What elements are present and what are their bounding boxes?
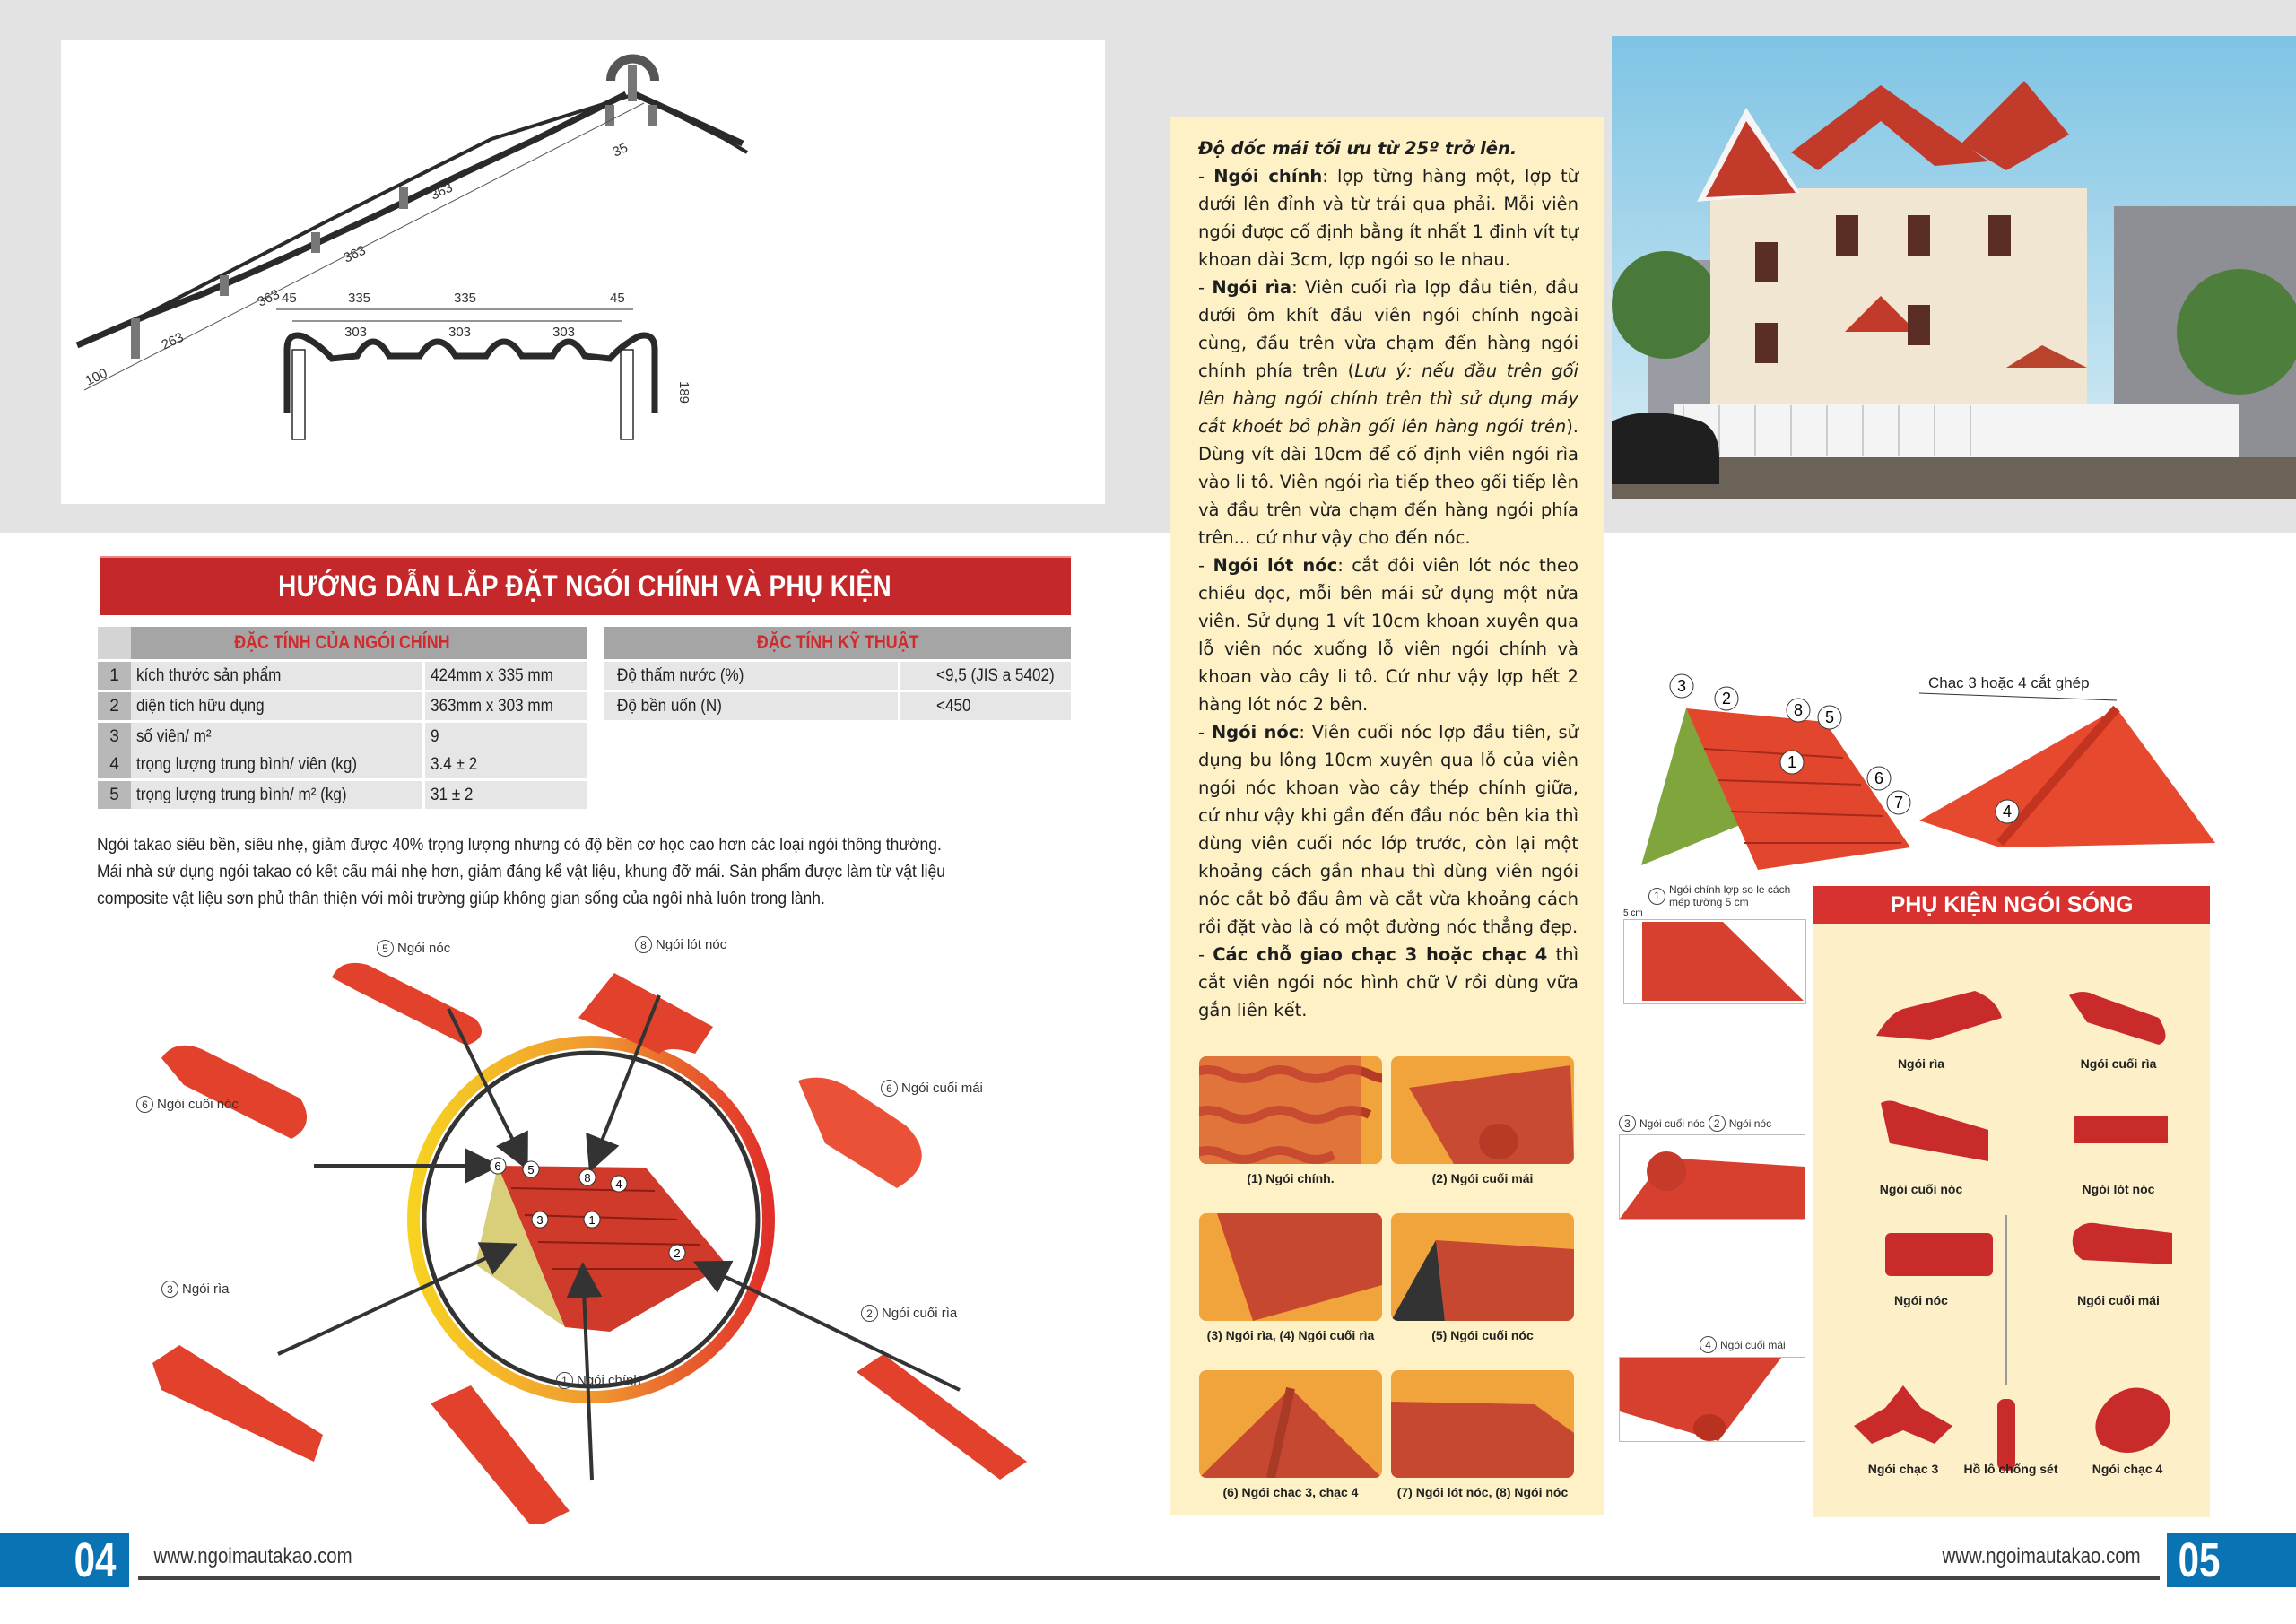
table-row bbox=[98, 723, 587, 751]
svg-text:8: 8 bbox=[1793, 701, 1804, 719]
table-header: ĐẶC TÍNH CỦA NGÓI CHÍNH bbox=[98, 627, 587, 659]
table-row bbox=[98, 751, 587, 778]
accessory-caption: Ngói lót nóc bbox=[2082, 1182, 2155, 1196]
row-label: kích thước sản phẩm bbox=[136, 665, 282, 685]
house-illustration bbox=[1612, 36, 2296, 499]
parts-exploded-diagram bbox=[117, 924, 1112, 1524]
photo-caption: (6) Ngói chạc 3, chạc 4 bbox=[1222, 1485, 1359, 1499]
row-value: 9 bbox=[430, 726, 439, 746]
roof-section-drawing bbox=[61, 40, 1105, 504]
dim-label: 303 bbox=[448, 325, 472, 340]
hip-diagram-label: Chạc 3 hoặc 4 cắt ghép bbox=[1928, 674, 2090, 691]
tech-specs-table bbox=[604, 627, 1071, 720]
svg-text:5: 5 bbox=[1824, 708, 1835, 726]
photo-ngoi-chinh bbox=[1199, 1056, 1382, 1164]
website-link-right[interactable]: www.ngoimautakao.com bbox=[1942, 1544, 2141, 1568]
dim-label: 335 bbox=[348, 291, 371, 306]
roof-marker: 4 bbox=[615, 1177, 622, 1191]
dim-label: 263 bbox=[159, 329, 187, 353]
dim-label: 363 bbox=[341, 242, 369, 266]
row-label: diện tích hữu dụng bbox=[136, 696, 265, 716]
photo-caption: (3) Ngói rìa, (4) Ngói cuối rìa bbox=[1206, 1328, 1375, 1342]
page-number-left: 04 bbox=[0, 1533, 129, 1587]
row-value: 424mm x 335 mm bbox=[430, 665, 553, 685]
row-value: <9,5 (JIS a 5402) bbox=[936, 665, 1055, 685]
roof-assembly-diagrams bbox=[1632, 668, 2278, 874]
roof-marker: 6 bbox=[494, 1159, 501, 1173]
dim-label: 303 bbox=[344, 325, 368, 340]
roof-marker: 3 bbox=[536, 1213, 544, 1227]
roof-marker: 1 bbox=[588, 1213, 596, 1227]
dim-label: 363 bbox=[428, 179, 456, 204]
photo-caption: (7) Ngói lót nóc, (8) Ngói nóc bbox=[1396, 1485, 1569, 1499]
dim-label: 335 bbox=[454, 291, 477, 306]
detail-photo bbox=[1619, 1357, 1805, 1442]
row-label: trọng lượng trung bình/ m² (kg) bbox=[136, 785, 347, 804]
instruction-item: - Ngói rìa: Viên cuối rìa lợp đầu tiên, đầu dưới ôm khít đầu viên ngói chính ngoài cùng, đầu trên vừa chạm đến hàng ngói chính phía trên (Lưu ý: nếu đầu trên gối lên hàng ngói chính trên thì sử dụng máy cắt khoét bỏ phần gối lên hàng ngói trên). Dùng vít dài 10cm để cố định viên ngói rìa vào li tô. Viên ngói rìa tiếp theo gối tiếp lên và đầu trên vừa chạm đến hàng ngói phía trên... cứ như vậy cho đến nóc. bbox=[1198, 277, 1578, 548]
row-label: Độ bền uốn (N) bbox=[617, 696, 722, 716]
photo-ngoi-cuoi-noc bbox=[1391, 1213, 1574, 1321]
part-label-ngoi-lot-noc: 8 Ngói lót nóc bbox=[635, 936, 726, 953]
section-title: HƯỚNG DẪN LẮP ĐẶT NGÓI CHÍNH VÀ PHỤ KIỆN bbox=[278, 569, 892, 604]
row-label: số viên/ m² bbox=[136, 726, 212, 746]
accessory-caption: Ngói nóc bbox=[1894, 1293, 1948, 1307]
photo-caption: (2) Ngói cuối mái bbox=[1431, 1171, 1534, 1185]
dim-label: 35 bbox=[610, 140, 631, 161]
table-header: ĐẶC TÍNH KỸ THUẬT bbox=[604, 627, 1071, 659]
row-value: 363mm x 303 mm bbox=[430, 696, 553, 716]
detail-label: 1 Ngói chính lợp so le cách mép tường 5 cm bbox=[1648, 883, 1804, 908]
accessory-caption: Ngói cuối rìa bbox=[2080, 1056, 2157, 1071]
roof-marker: 2 bbox=[674, 1246, 681, 1260]
svg-text:6: 6 bbox=[1874, 769, 1884, 787]
accessories-grid bbox=[1813, 924, 2210, 1515]
table-row bbox=[604, 692, 1071, 720]
accessories-title: PHỤ KIỆN NGÓI SÓNG bbox=[1890, 891, 2134, 917]
website-link-left[interactable]: www.ngoimautakao.com bbox=[153, 1544, 352, 1568]
dim-label: 189 bbox=[676, 381, 691, 404]
row-number: 5 bbox=[98, 781, 131, 809]
part-label-ngoi-noc: 5 Ngói nóc bbox=[377, 940, 450, 957]
roof-assembly-svg bbox=[1632, 668, 2278, 874]
house-photo bbox=[1612, 36, 2296, 499]
accessories-title-bar bbox=[1813, 886, 2210, 924]
accessory-caption: Ngói cuối nóc bbox=[1879, 1182, 1963, 1196]
intro-line: Mái nhà sử dụng ngói takao có kết cấu mái nhẹ hơn, giảm đáng kể vật liệu, khung đỡ mái. Sản phẩm được làm từ vật liệu bbox=[97, 863, 945, 881]
row-number: 2 bbox=[98, 692, 131, 720]
instruction-item: - Ngói chính: lợp từng hàng một, lợp từ dưới lên đỉnh và từ trái qua phải. Mỗi viên ngói được cố định bằng ít nhất 1 đinh vít tự khoan dài 3cm, lợp ngói so le nhau. bbox=[1198, 166, 1578, 270]
dim-label: 303 bbox=[552, 325, 576, 340]
photo-ngoi-chac bbox=[1199, 1370, 1382, 1478]
row-label: trọng lượng trung bình/ viên (kg) bbox=[136, 754, 358, 774]
installation-instructions bbox=[1198, 135, 1578, 1024]
intro-line: Ngói takao siêu bền, siêu nhẹ, giảm được 40% trọng lượng nhưng có độ bền cơ học cao hơn các loại ngói thông thường. bbox=[97, 836, 942, 855]
table-row bbox=[98, 781, 587, 809]
section-title-bar bbox=[100, 556, 1071, 615]
detail-label: 4 Ngói cuối mái bbox=[1700, 1336, 1786, 1353]
instruction-item: - Các chỗ giao chạc 3 hoặc chạc 4 thì cắt viên ngói nóc hình chữ V rồi dùng vữa gắn liên kết. bbox=[1198, 944, 1578, 1020]
intro-line: composite vật liệu sơn phủ thân thiện với môi trường giúp không gian sống của ngôi nhà luôn trong lành. bbox=[97, 890, 825, 908]
part-label-ngoi-chinh: 1 Ngói chính bbox=[556, 1372, 641, 1389]
technical-drawing-svg bbox=[61, 40, 1105, 504]
roof-marker: 5 bbox=[527, 1163, 535, 1177]
svg-text:3: 3 bbox=[1676, 677, 1687, 695]
row-value: 3.4 ± 2 bbox=[430, 754, 478, 774]
detail-photo bbox=[1619, 1134, 1805, 1220]
row-label: Độ thấm nước (%) bbox=[617, 665, 744, 685]
part-label-ngoi-cuoi-ria: 2 Ngói cuối rìa bbox=[861, 1305, 957, 1322]
accessory-caption: Ngói cuối mái bbox=[2077, 1293, 2160, 1307]
svg-text:1: 1 bbox=[1787, 753, 1797, 771]
accessories-svg bbox=[1813, 924, 2210, 1515]
accessory-caption: Ngói rìa bbox=[1897, 1056, 1945, 1071]
parts-diagram-svg bbox=[117, 924, 1112, 1524]
part-label-ngoi-ria: 3 Ngói rìa bbox=[161, 1281, 230, 1298]
row-value: 31 ± 2 bbox=[430, 785, 474, 804]
detail-label: 3 Ngói cuối nóc 2 Ngói nóc bbox=[1619, 1115, 1771, 1132]
detail-photo bbox=[1623, 919, 1806, 1004]
svg-text:4: 4 bbox=[2002, 803, 2013, 821]
photo-ngoi-cuoi-mai bbox=[1391, 1056, 1574, 1164]
instruction-item: - Ngói nóc: Viên cuối nóc lợp đầu tiên, sử dụng bu lông 10cm xuyên qua lỗ của viên ngói nóc khoan vào cây thép chính giữa, cứ như vậy khi gần đến đầu nóc bên kia thì dùng viên cuối nóc lớp trước, còn lại một khoảng cách gần nhau thì dùng viên ngói nóc cắt bỏ đầu âm và cắt vừa khoảng cách rồi đặt vào là có một đường nóc thẳng đẹp. bbox=[1198, 722, 1578, 937]
row-number: 4 bbox=[98, 751, 131, 778]
photo-ngoi-ria bbox=[1199, 1213, 1382, 1321]
photo-ngoi-lot-noc bbox=[1391, 1370, 1574, 1478]
detail-column bbox=[1614, 883, 1806, 1511]
svg-text:7: 7 bbox=[1893, 794, 1904, 812]
table-row bbox=[604, 662, 1071, 690]
footer-rule-right bbox=[1170, 1576, 2160, 1580]
row-number: 3 bbox=[98, 723, 131, 751]
instruction-item: - Ngói lót nóc: cắt đôi viên lót nóc theo chiều dọc, mỗi bên mái sử dụng một nửa viên. Sử dụng 1 vít 10cm khoan xuyên qua lỗ viên nóc xuống lỗ viên ngói chính và khoan vào cây li tô. Cứ như vậy lợp hết 2 hàng lót nóc 2 bên. bbox=[1198, 555, 1578, 715]
table-row bbox=[98, 692, 587, 720]
photo-caption: (5) Ngói cuối nóc bbox=[1431, 1328, 1534, 1342]
row-number: 1 bbox=[98, 662, 131, 690]
row-value: <450 bbox=[936, 696, 971, 716]
part-label-ngoi-cuoi-mai: 6 Ngói cuối mái bbox=[881, 1080, 983, 1097]
roof-marker: 8 bbox=[584, 1171, 591, 1185]
photo-caption: (1) Ngói chính. bbox=[1247, 1171, 1335, 1185]
dim-label: 363 bbox=[255, 286, 283, 310]
accessory-caption: Ngói chạc 4 bbox=[2092, 1462, 2163, 1476]
intro-paragraph bbox=[97, 832, 1101, 913]
dim-label: 100 bbox=[83, 365, 110, 389]
accessory-caption: Ngói chạc 3 bbox=[1867, 1462, 1939, 1476]
accessory-caption: Hồ lô chống sét bbox=[1963, 1462, 2058, 1476]
table-row bbox=[98, 662, 587, 690]
slope-note: Độ dốc mái tối ưu từ 25º trở lên. bbox=[1198, 138, 1518, 159]
dim-label: 45 bbox=[610, 291, 625, 306]
part-label-ngoi-cuoi-noc: 6 Ngói cuối nóc bbox=[136, 1096, 239, 1113]
detail-dim: 5 cm bbox=[1623, 908, 1643, 918]
main-tile-specs-table bbox=[98, 627, 587, 809]
page-number-right: 05 bbox=[2167, 1533, 2296, 1587]
dim-label: 45 bbox=[282, 291, 297, 306]
footer-rule-left bbox=[138, 1576, 1170, 1580]
svg-text:2: 2 bbox=[1721, 690, 1732, 708]
